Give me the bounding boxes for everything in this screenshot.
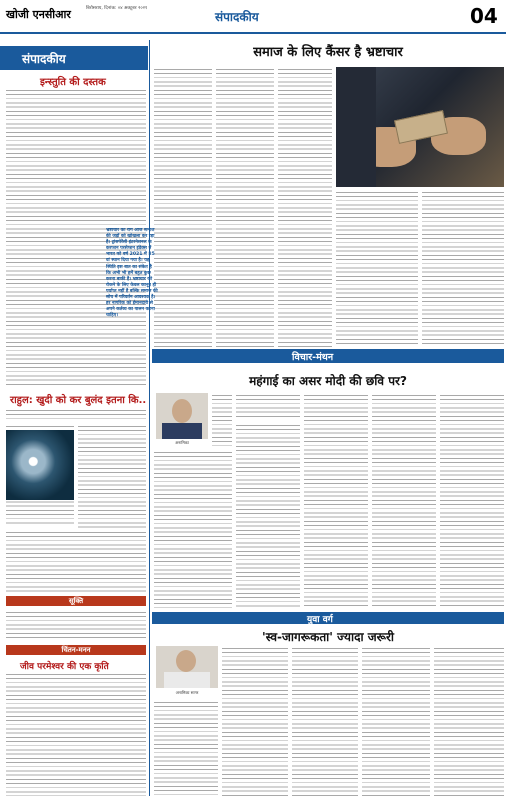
left-heading-2: राहुल: खुदी को कर बुलंद इतना कि..: [10, 395, 147, 406]
chintan-label: चिंतन-मनन: [6, 645, 146, 655]
brand-name: खोजी एनसीआर: [6, 8, 71, 21]
left-subheading: इन्स्तुति की दस्तक: [40, 77, 106, 88]
main-col-4: [336, 190, 418, 347]
vichar-band: [152, 349, 504, 363]
main-col-3: [278, 67, 332, 347]
globe-image: [6, 430, 74, 500]
column-divider: [149, 40, 150, 796]
yuva-col-5: [434, 646, 504, 796]
main-col-2: [216, 67, 274, 347]
main-col-1: [154, 67, 212, 347]
masthead: [0, 0, 506, 34]
yuva-col-1: [154, 700, 218, 796]
left-heading-3: जीव परमेश्वर की एक कृति: [20, 662, 109, 672]
yuva-col-4: [362, 646, 430, 796]
yuva-band-label: युवा वर्ग: [307, 615, 333, 625]
page-number: 04: [470, 4, 498, 28]
left-body-text-2: [6, 408, 146, 420]
dateline: बिरोसराय, दिनांक: ०४ अक्टूबर २०२१: [86, 6, 148, 11]
vichar-col-3: [304, 393, 368, 608]
left-body-text-4: [78, 424, 146, 529]
author-photo-2: [156, 646, 218, 688]
quote-text: [6, 610, 146, 640]
vichar-col-2a: [236, 393, 300, 419]
left-section-bar: [0, 46, 148, 70]
quote-box-label: सूक्ति: [6, 596, 146, 606]
pull-quote: भ्रष्टाचार का रोग आज समाज की जड़ों को खोखला कर रहा है। ट्रांसपेरेंसी इंटरनेशनल के करप्शन परसेप्शन इंडेक्स में भारत को वर्ष 2021 में 85 वां स्थान दिया गया है। यह स्थिति इस बात का संकेत है कि अभी भी हमें बहुत कुछ करना बाकी है। भ्रष्टाचार को रोकने के लिए केवल कानून ही पर्याप्त नहीं है बल्कि समाज की सोच में परिवर्तन आवश्यक है। हर नागरिक को ईमानदारी से अपने कर्तव्य का पालन करना चाहिए।: [106, 228, 158, 319]
left-section-title: संपादकीय: [22, 52, 66, 66]
left-body-text-6: [6, 672, 146, 796]
vichar-col-2: [236, 423, 300, 608]
vichar-col-1b: [212, 393, 232, 447]
section-title: संपादकीय: [215, 10, 259, 24]
vichar-col-1: [154, 450, 232, 608]
corruption-photo: [336, 67, 504, 187]
yuva-col-2: [222, 646, 288, 796]
author-caption-2: अनामिका सागर: [175, 690, 199, 695]
yuva-band: [152, 612, 504, 624]
main-col-5: [422, 190, 504, 347]
vichar-band-label: विचार-मंथन: [292, 352, 334, 363]
vichar-col-4: [372, 393, 436, 608]
author-photo-1: [156, 393, 208, 439]
author-caption-1: अनामिका: [175, 440, 189, 445]
left-body-text-5: [6, 530, 146, 592]
yuva-col-3: [292, 646, 358, 796]
main-headline: समाज के लिए कैंसर है भ्रष्टाचार: [253, 45, 403, 60]
vichar-headline: महंगाई का असर मोदी की छवि पर?: [249, 374, 407, 388]
vichar-col-5: [440, 393, 504, 608]
yuva-headline: 'स्व-जागरूकता' ज्यादा जरूरी: [262, 630, 394, 644]
